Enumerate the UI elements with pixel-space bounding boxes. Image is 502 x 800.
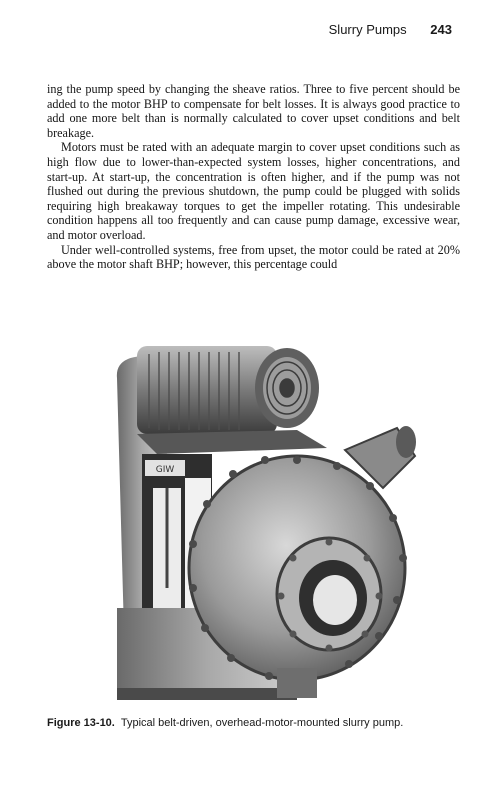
- paragraph-3: Under well-controlled systems, free from upset, the motor could be rated at 20% above the motor shaft BHP; however, this percentage could: [47, 242, 460, 272]
- figure-caption: [47, 717, 477, 729]
- body-text: [47, 82, 460, 272]
- paragraph-2: Motors must be rated with an adequate margin to cover upset conditions such as high flow due to lower-than-expected system losses, higher concentrations, and start-up. At start-up, the concentration is often higher, and if the pump was not flushed out during the previous shutdown, the pump could be plugged with solids requiring high breakaway torques to get the impeller rotating. This undesirable condition happens all too frequently and can cause pump damage, excessive wear, and motor overload.: [47, 140, 460, 242]
- figure-caption-text: Typical belt-driven, overhead-motor-mounted slurry pump.: [120, 717, 404, 729]
- nameplate-text: GIW: [155, 465, 175, 475]
- section-title: Slurry Pumps: [328, 22, 407, 37]
- motor-base: [137, 430, 327, 454]
- slurry-pump-photo: [97, 338, 417, 710]
- paragraph-1: ing the pump speed by changing the sheave ratios. Three to five percent should be added to the motor BHP to compensate for belt losses. It is always good practice to add one more belt than is normally calculated to cover upset conditions and belt breakage.: [47, 82, 460, 140]
- page-number: 243: [430, 22, 452, 37]
- figure-label: Figure 13-10.: [47, 717, 115, 729]
- running-header: [329, 22, 452, 37]
